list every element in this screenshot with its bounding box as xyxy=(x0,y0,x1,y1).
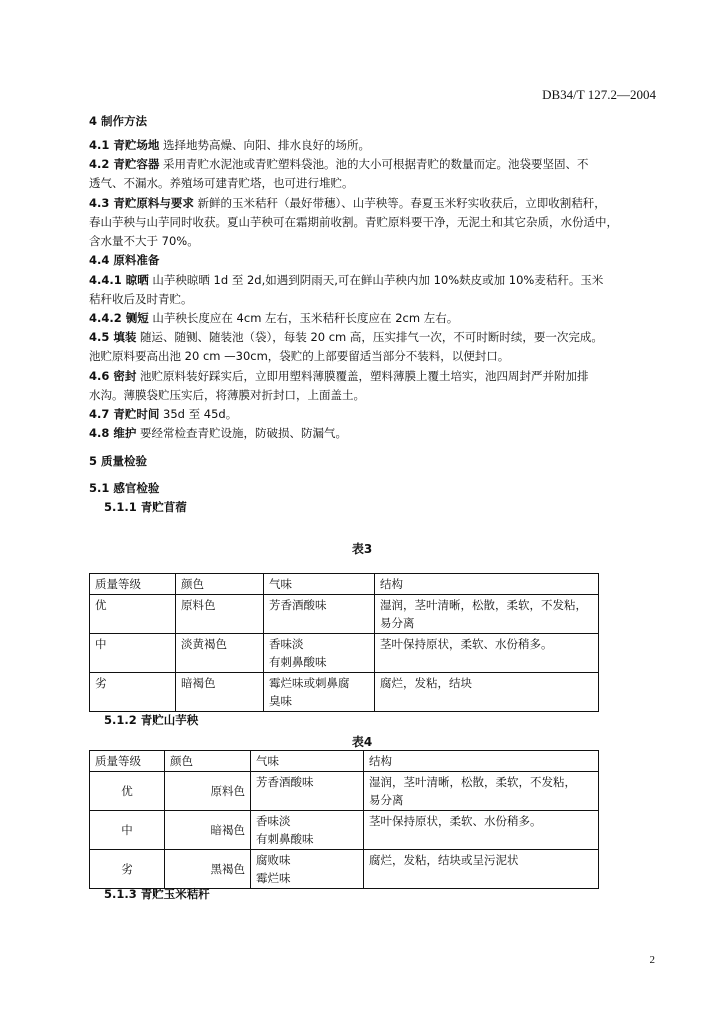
structure-cell xyxy=(375,634,599,673)
para-4-4-2-text: 山芋秧长度应在 4cm 左右，玉米秸秆长度应在 2cm 左右。 xyxy=(148,311,459,325)
grade-cell: 中 xyxy=(90,811,165,850)
structure-line: 腐烂，发粘，结块 xyxy=(380,676,472,690)
table-header-cell: 结构 xyxy=(375,574,599,595)
para-4-6-label: 4.6 密封 xyxy=(89,369,137,383)
table-3-caption: 表3 xyxy=(351,542,373,556)
smell-line: 芳香酒酸味 xyxy=(269,598,327,612)
section-4-4-title: 4.4 原料准备 xyxy=(89,253,160,267)
table-row xyxy=(90,673,599,712)
para-4-8 xyxy=(89,426,347,441)
structure-line: 腐烂，发粘，结块或呈污泥状 xyxy=(369,853,519,867)
smell-line: 臭味 xyxy=(269,694,292,708)
smell-line: 香味淡 xyxy=(256,814,291,828)
para-4-7-label: 4.7 青贮时间 xyxy=(89,407,160,421)
structure-line: 湿润，茎叶清晰，松散，柔软，不发粘， xyxy=(380,598,587,612)
section-5-1-1-title: 5.1.1 青贮苜蓿 xyxy=(104,500,187,514)
para-4-4-1-line2: 秸秆收后及时青贮。 xyxy=(89,292,193,306)
table-row xyxy=(90,634,599,673)
table-4-header-row xyxy=(90,751,599,772)
smell-cell xyxy=(251,772,364,811)
para-4-1-label: 4.1 青贮场地 xyxy=(89,138,160,152)
para-4-2-label: 4.2 青贮容器 xyxy=(89,157,160,171)
smell-cell xyxy=(264,634,375,673)
section-5-1-3-title: 5.1.3 青贮玉米秸秆 xyxy=(104,887,210,901)
table-row xyxy=(90,595,599,634)
table-header-cell: 质量等级 xyxy=(90,574,176,595)
table-header-cell: 颜色 xyxy=(165,751,251,772)
section-5-title: 5 质量检验 xyxy=(89,454,148,468)
para-4-2-line1 xyxy=(89,157,589,172)
para-4-2-text1: 采用青贮水泥池或青贮塑料袋池。池的大小可根据青贮的数量而定。池袋要坚固、不 xyxy=(159,157,589,171)
section-5-1-2-title: 5.1.2 青贮山芋秧 xyxy=(104,713,199,727)
structure-line: 湿润，茎叶清晰，松散，柔软，不发粘， xyxy=(369,775,576,789)
grade-cell: 优 xyxy=(90,595,176,634)
table-row xyxy=(90,850,599,889)
table-4 xyxy=(89,750,599,889)
para-4-3-line2: 春山芋秧与山芋同时收获。夏山芋秧可在霜期前收割。青贮原料要干净，无泥土和其它杂质，水份适中， xyxy=(89,215,618,229)
color-cell: 淡黄褐色 xyxy=(176,634,264,673)
table-header-cell: 气味 xyxy=(251,751,364,772)
color-cell: 暗褐色 xyxy=(165,811,251,850)
standard-code: DB34/T 127.2—2004 xyxy=(542,87,656,102)
color-cell: 暗褐色 xyxy=(176,673,264,712)
table-header-cell: 结构 xyxy=(364,751,599,772)
para-4-1 xyxy=(89,138,370,153)
grade-cell: 劣 xyxy=(90,850,165,889)
table-header-cell: 颜色 xyxy=(176,574,264,595)
para-4-4-1-label: 4.4.1 晾晒 xyxy=(89,273,149,287)
para-4-4-2-label: 4.4.2 铡短 xyxy=(89,311,149,325)
smell-line: 霉烂味 xyxy=(256,871,291,885)
structure-cell xyxy=(364,850,599,889)
para-4-6-line1 xyxy=(89,369,589,384)
para-4-4-1-text1: 山芋秧晾晒 1d 至 2d,如遇到阴雨天,可在鲜山芋秧内加 10%麸皮或加 10%麦秸秆。玉米 xyxy=(148,273,604,287)
structure-line: 易分离 xyxy=(369,793,404,807)
para-4-5-line2: 池贮原料要高出池 20 cm —30cm，袋贮的上部要留适当部分不装料，以便封口。 xyxy=(89,349,510,363)
table-header-cell: 质量等级 xyxy=(90,751,165,772)
structure-cell xyxy=(375,595,599,634)
smell-cell xyxy=(251,850,364,889)
color-cell: 黑褐色 xyxy=(165,850,251,889)
para-4-7-text: 35d 至 45d。 xyxy=(159,407,238,421)
para-4-1-text: 选择地势高燥、向阳、排水良好的场所。 xyxy=(159,138,371,152)
structure-line: 茎叶保持原状，柔软、水份稍多。 xyxy=(380,637,553,651)
table-4-caption: 表4 xyxy=(351,735,373,749)
para-4-4-2 xyxy=(89,311,458,326)
grade-cell: 中 xyxy=(90,634,176,673)
para-4-3-line3: 含水量不大于 70%。 xyxy=(89,234,199,248)
para-4-4-1-line1 xyxy=(89,273,603,288)
structure-line: 易分离 xyxy=(380,616,415,630)
smell-line: 芳香酒酸味 xyxy=(256,775,314,789)
structure-cell xyxy=(364,811,599,850)
para-4-8-text: 要经常检查青贮设施，防破损、防漏气。 xyxy=(136,426,348,440)
structure-cell xyxy=(375,673,599,712)
para-4-5-label: 4.5 填装 xyxy=(89,330,137,344)
smell-line: 有刺鼻酸味 xyxy=(256,832,314,846)
color-cell: 原料色 xyxy=(165,772,251,811)
smell-cell xyxy=(264,673,375,712)
structure-cell xyxy=(364,772,599,811)
structure-line: 茎叶保持原状，柔软、水份稍多。 xyxy=(369,814,542,828)
section-4-title: 4 制作方法 xyxy=(89,114,148,128)
para-4-3-label: 4.3 青贮原料与要求 xyxy=(89,196,194,210)
table-row xyxy=(90,772,599,811)
smell-line: 香味淡 xyxy=(269,637,304,651)
para-4-7 xyxy=(89,407,237,422)
para-4-3-line1 xyxy=(89,196,606,211)
para-4-3-text1: 新鲜的玉米秸秆（最好带穗）、山芋秧等。春夏玉米籽实收获后，立即收割秸秆， xyxy=(193,196,606,210)
para-4-5-text1: 随运、随铡、随装池（袋），每装 20 cm 高，压实排气一次，不可时断时续，要一次完成。 xyxy=(136,330,603,344)
para-4-6-line2: 水沟。薄膜袋贮压实后，将薄膜对折封口，上面盖土。 xyxy=(89,388,365,402)
para-4-6-text1: 池贮原料装好踩实后，立即用塑料薄膜覆盖，塑料薄膜上覆土培实，池四周封严并附加排 xyxy=(136,369,589,383)
page-number: 2 xyxy=(649,954,655,966)
smell-cell xyxy=(264,595,375,634)
table-3-header-row xyxy=(90,574,599,595)
smell-line: 腐败味 xyxy=(256,853,291,867)
smell-line: 有刺鼻酸味 xyxy=(269,655,327,669)
section-5-1-title: 5.1 感官检验 xyxy=(89,481,160,495)
para-4-8-label: 4.8 维护 xyxy=(89,426,137,440)
table-header-cell: 气味 xyxy=(264,574,375,595)
table-row xyxy=(90,811,599,850)
smell-cell xyxy=(251,811,364,850)
para-4-2-line2: 透气、不漏水。养殖场可建青贮塔，也可进行堆贮。 xyxy=(89,176,354,190)
para-4-5-line1 xyxy=(89,330,603,345)
grade-cell: 劣 xyxy=(90,673,176,712)
table-3 xyxy=(89,573,599,712)
smell-line: 霉烂味或刺鼻腐 xyxy=(269,676,350,690)
grade-cell: 优 xyxy=(90,772,165,811)
color-cell: 原料色 xyxy=(176,595,264,634)
